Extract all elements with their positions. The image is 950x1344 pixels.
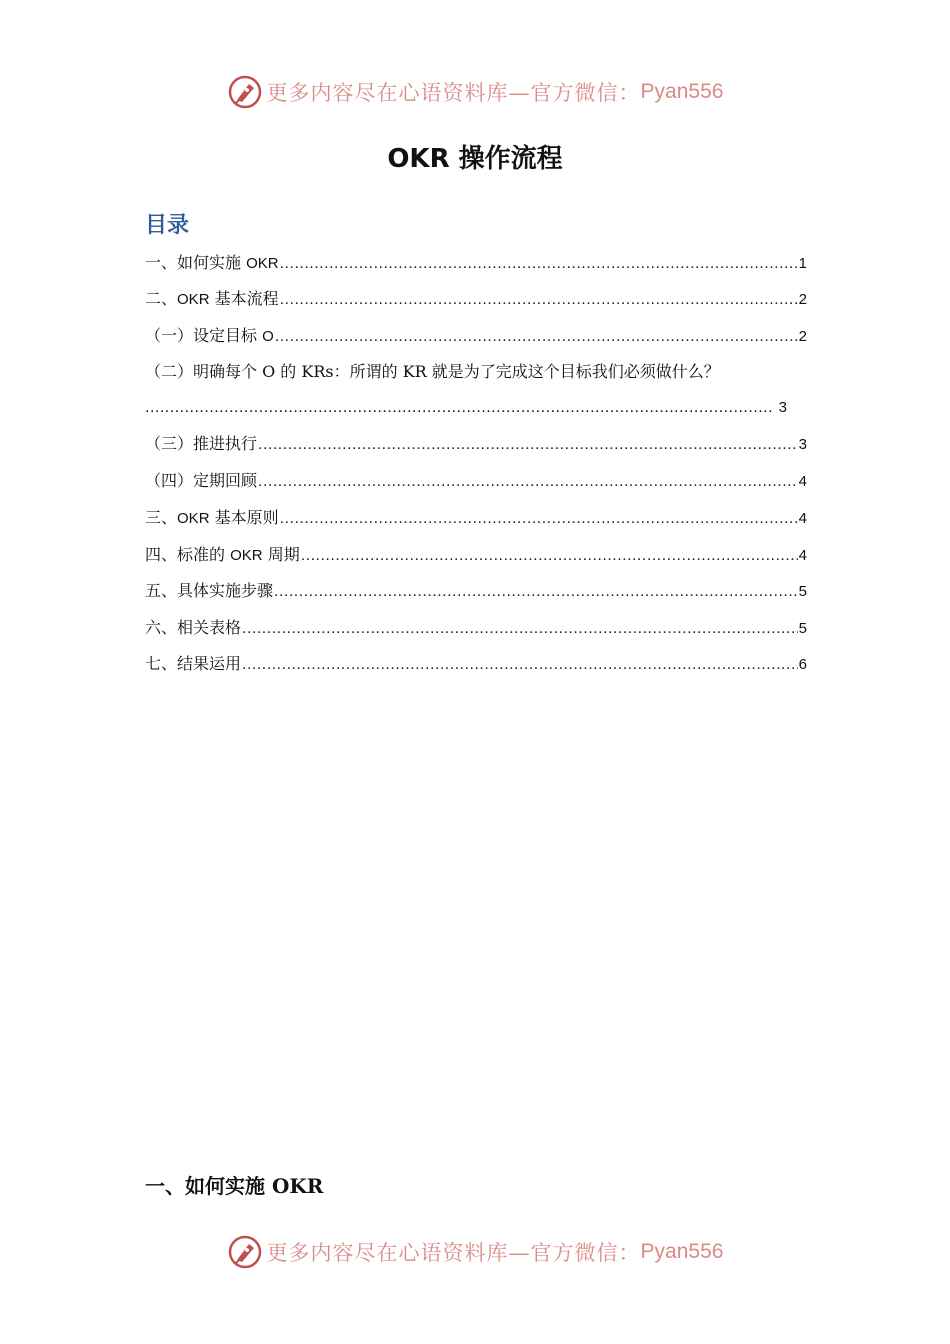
toc-entry-6[interactable] <box>145 469 807 493</box>
toc-entry-label: （三）推进执行 <box>145 434 258 453</box>
banner-wechat-id: Pyan556 <box>640 1240 724 1263</box>
toc-entry-9[interactable] <box>145 579 807 603</box>
toc-entry-5[interactable] <box>145 432 807 456</box>
toc-page-number: 6 <box>798 656 807 673</box>
toc-page-number: 4 <box>798 547 807 564</box>
toc-entry-3[interactable] <box>145 324 807 348</box>
toc-entry-2[interactable] <box>145 287 807 311</box>
toc-dot-leader <box>280 507 798 531</box>
toc-entry-8[interactable] <box>145 543 807 567</box>
toc-dot-leader <box>274 580 798 604</box>
pen-nib-logo-icon <box>227 1234 263 1270</box>
toc-dot-leader <box>258 433 798 457</box>
toc-entry-4-continuation[interactable] <box>145 396 787 420</box>
toc-page-number: 5 <box>798 620 807 637</box>
toc-entry-label: 五、具体实施步骤 <box>145 581 274 600</box>
toc-entry-1[interactable] <box>145 251 807 275</box>
toc-entry-label: 二、OKR 基本流程 <box>145 289 279 308</box>
toc-dot-leader <box>280 288 798 312</box>
toc-entry-7[interactable] <box>145 506 807 530</box>
toc-entry-label: 六、相关表格 <box>145 618 242 637</box>
toc-page-number: 4 <box>798 473 807 490</box>
banner-wechat-id: Pyan556 <box>640 80 724 103</box>
toc-dot-leader <box>280 252 798 276</box>
banner-text: 更多内容尽在心语资料库—官方微信： <box>266 1241 641 1265</box>
toc-dot-leader <box>301 544 798 568</box>
toc-page-number: 4 <box>798 510 807 527</box>
toc-entry-label: 三、OKR 基本原则 <box>145 508 279 527</box>
banner-text: 更多内容尽在心语资料库—官方微信： <box>266 81 641 105</box>
toc-dot-leader <box>242 617 798 641</box>
toc-dot-leader <box>258 470 798 494</box>
toc-dot-leader <box>145 396 773 420</box>
section-heading: 一、如何实施 OKR <box>145 1174 324 1198</box>
toc-entry-4[interactable] <box>145 360 815 384</box>
toc-heading: 目录 <box>145 213 190 238</box>
toc-entry-label: 七、结果运用 <box>145 654 242 673</box>
toc-entry-label: 一、如何实施 OKR <box>145 253 279 272</box>
toc-entry-11[interactable] <box>145 652 807 676</box>
toc-dot-leader <box>242 653 798 677</box>
toc-entry-10[interactable] <box>145 616 807 640</box>
toc-page-number: 5 <box>798 583 807 600</box>
toc-dot-leader <box>275 325 798 349</box>
toc-entry-label: 四、标准的 OKR 周期 <box>145 545 300 564</box>
pen-nib-logo-icon <box>227 74 263 110</box>
footer-banner <box>0 1232 950 1272</box>
toc-page-number: 1 <box>798 255 807 272</box>
document-title: OKR 操作流程 <box>387 144 563 174</box>
toc-page-number: 2 <box>798 291 807 308</box>
toc-entry-label: （一）设定目标 O <box>145 326 274 345</box>
header-banner <box>0 72 950 112</box>
toc-page-number: 3 <box>798 436 807 453</box>
toc-entry-label: （四）定期回顾 <box>145 471 258 490</box>
toc-page-number: 3 <box>778 399 787 416</box>
toc-page-number: 2 <box>798 328 807 345</box>
toc-entry-label: （二）明确每个 O 的 KRs：所谓的 KR 就是为了完成这个目标我们必须做什么？ <box>145 362 720 381</box>
